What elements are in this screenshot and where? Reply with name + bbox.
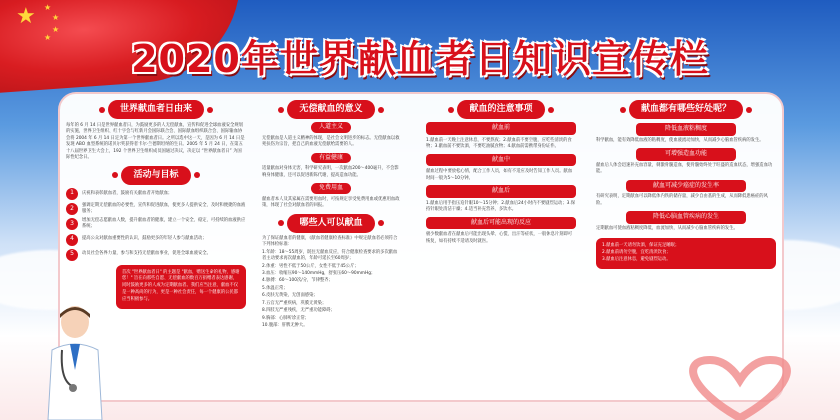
subsection-text: 适量献血对身体无害，科学研究表明，一次献血200～400毫升，不会影响身体健康，还可以促进新陈代谢，提高造血功能。 (262, 166, 399, 178)
section-header: 活动与目标 (121, 166, 190, 185)
subsection-text: 定期献血可使血液粘稠度降低，血流加快，从而减少心脑血管疾病的发生。 (596, 225, 738, 231)
list-item: 9.胸部：心肺听诊正常； (262, 315, 310, 321)
list-item: 2.体重：男性不低于50公斤，女性不低于45公斤； (262, 263, 359, 269)
subsection-label: 降低血液粘稠度 (636, 123, 736, 136)
flag-star-icon: ★ (52, 13, 60, 22)
heart-hands-illustration (660, 350, 820, 420)
section-header: 哪些人可以献血 (287, 214, 374, 233)
column-significance (262, 100, 400, 330)
subsection-label: 可增强造血功能 (636, 148, 736, 161)
list-item: 5.体温正常； (262, 285, 288, 291)
list-item: 3 增加无偿志愿献血人数，提升献血者的健康，建立一个安全、稳定、可持续的血液供应系统； (66, 218, 246, 230)
section-header: 献血都有哪些好处呢？ (629, 100, 743, 119)
column-benefits (596, 100, 776, 269)
section-header: 无偿献血的意义 (287, 100, 374, 119)
subsection-text: 献血者本人及其家属在需要用血时，可按规定享受免费用血或优惠用血政策，体现了社会对献血者的回报。 (262, 196, 400, 209)
subsection-text: 科学献血，能有效降低血液的粘稠度，使血液流动加快，从而减少心脑血管疾病的发生。 (596, 137, 764, 143)
flag-star-icon: ★ (52, 25, 60, 34)
subsection-label: 免费用血 (311, 183, 351, 194)
who-intro: 为了保证献血者的健康，《献血者健康检查标准》中规定献血者必须符合下列体检标准： (262, 235, 398, 248)
column-precautions (426, 100, 576, 246)
subsection-label: 献血可减少癌症的发生率 (626, 180, 746, 193)
origin-paragraph: 每年的 6 月 14 日是世界献血者日，为鼓励更多的人无偿献血，宣传和促进全球血液安全规划的实施，世界卫生组织、红十字会与红新月会国际联合会、国际献血组织联合会、国际输血协会将 2004 年 6 月 14 日定为第一个世界献血者日。之所以选中这一天，是因为 6 月 14 日是发现 ABO 血型系统的诺贝尔奖获得者卡尔·兰德斯坦纳的生日。2005 年 5 月 24 日，在第五十八届世界卫生大会上，192 个世界卫生组织成员国通过决议，决定以 “世界献血者日” 为国际性纪念日。 (66, 123, 245, 161)
section-header: 献血的注意事项 (457, 100, 544, 119)
list-item: 7.五官无严重疾病，巩膜无黄染； (262, 300, 327, 306)
list-item: 10.腹部：肝脾无肿大。 (262, 323, 308, 329)
list-item: 1 庆祝和表彰献血者，鼓励有关献血者开始献血； (66, 188, 246, 200)
flag-star-icon: ★ (44, 33, 52, 42)
subsection-label: 人道主义 (311, 122, 351, 133)
section-header: 世界献血者日由来 (108, 100, 204, 119)
subsection-label: 献血前 (426, 122, 576, 135)
subsection-text: 献血后人体会迅速补充血容量，刺激骨髓造血，使骨髓始终处于旺盛的造血状态，增强造血功能。 (596, 162, 773, 175)
list-item: 4 提高公众对献血重要性的认识，鼓励更多的年轻人参与献血活动； (66, 234, 246, 246)
column-origin (66, 100, 246, 309)
list-item: 2 强调定期无偿献血的必要性，宣传和促进献血，使更多人提供安全、及时和便捷的血液服务； (66, 203, 246, 215)
subsection-text: 1.献血后用手指压迫针眼10～15分钟；2.献血后24小时内不要剧烈运动；3.保持针眼处清洁干燥；4.适当补充营养，多饮水。 (426, 200, 576, 213)
subsection-label: 献血后可能出现的反应 (426, 217, 576, 230)
doctor-illustration (40, 300, 110, 420)
flag-star-icon: ★ (44, 3, 52, 12)
list-item: 8.四肢无严重残疾，无严重功能障碍； (262, 308, 335, 314)
flag-star-icon: ★ (16, 4, 36, 29)
list-item: 4.脉搏：60～100次/分，节律整齐； (262, 278, 333, 284)
list-item: 6.皮肤无黄染，无创面感染； (262, 293, 318, 299)
theme-note: 首次 "世界献血者日" 的主题是 "献血，赠送生命的礼物，感谢您！" 旨在向那些自愿、无偿献血的数百万捐赠者表达感谢，同时鼓励更多的人成为定期献血者。我们应当注意，献血不仅是一种高尚的行为，更是一种社会责任，每一个健康的公民都应当积极参与。 (116, 265, 246, 309)
subsection-label: 献血中 (426, 154, 576, 167)
list-item: 3.血压：收缩压90～140mmHg，舒张压60～90mmHg； (262, 270, 376, 276)
page-title: 2020年世界献血者日知识宣传栏 (131, 37, 709, 81)
notes-box: 1.献血前一天请勿饮酒，保证充足睡眠； 2.献血前请勿空腹，宜吃清淡饮食； 3.献血后注意休息，避免剧烈运动。 (596, 238, 776, 269)
subsection-text: 无偿献血是人道主义精神的体现，是社会文明进步的标志。无偿献血以救死扶伤为宗旨，把自己的血液无偿献给需要的人。 (262, 135, 400, 148)
list-item: 1.年龄：18～55周岁，既往无献血反应，符合健康检查要求的多次献血者主动要求再次献血的，年龄可延长至60周岁； (262, 249, 398, 262)
subsection-text: 极少数献血者在献血后可能出现头晕、心慌、出汗等症状，一般休息片刻即可恢复，如有持续不适请及时就医。 (426, 232, 573, 244)
subsection-text: 1.献血前一天晚上注意休息，不要熬夜；2.献血前不要空腹，应吃些清淡的食物；3.献血前不要饮酒，不要吃油腻食物；4.献血前需携带身份证件。 (426, 137, 572, 150)
subsection-text: 有研究表明，定期献血可以降低体内铁的储存量，减少自由基的生成，从而降低患癌症的风险。 (596, 194, 768, 206)
list-item: 5 动员社会各界力量，参与和支持无偿献血事业，促进全球血液安全。 (66, 249, 246, 261)
subsection-label: 有益健康 (311, 153, 351, 164)
subsection-label: 献血后 (426, 185, 576, 198)
subsection-label: 降低心脑血管疾病的发生 (626, 211, 746, 224)
subsection-text: 献血过程中要放松心情，配合工作人员，如有不适应及时告知工作人员。献血时间一般为5～10分钟。 (426, 169, 573, 181)
